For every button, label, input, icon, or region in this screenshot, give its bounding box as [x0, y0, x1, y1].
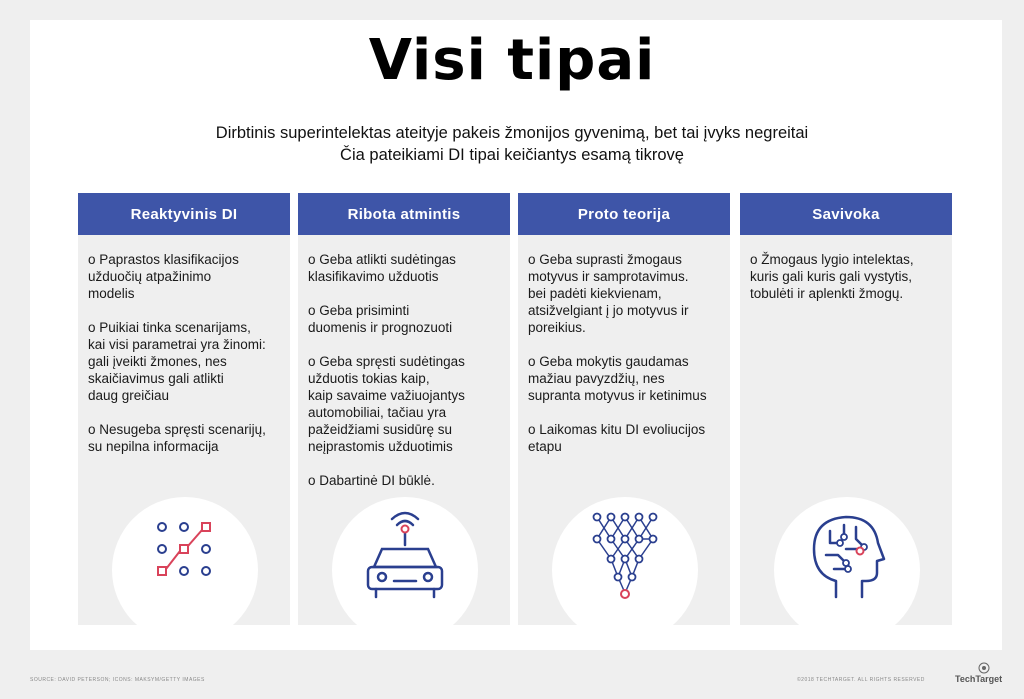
list-item: o Geba mokytis gaudamas mažiau pavyzdžių, nes supranta motyvus ir ketinimus — [528, 354, 707, 403]
column-theory-of-mind — [518, 193, 730, 625]
list-item: o Žmogaus lygio intelektas, kuris gali kuris gali vystytis, tobulėti ir aplenkti žmogų. — [750, 252, 914, 301]
icon-circle — [552, 497, 698, 643]
column-header: Reaktyvinis DI — [78, 193, 290, 235]
neural-network-icon — [552, 497, 698, 643]
subtitle-line-1: Dirbtinis superintelektas ateityje pakeis žmonijos gyvenimą, bet tai įvyks negreitai — [215, 124, 809, 142]
list-item: o Dabartinė DI būklė. — [308, 473, 435, 488]
column-self-awareness — [740, 193, 952, 625]
column-body — [78, 235, 290, 455]
list-item: o Nesugeba spręsti scenarijų, su nepilna informacija — [88, 422, 266, 454]
techtarget-logo-icon — [978, 662, 990, 674]
copyright-notice: ©2018 TECHTARGET. ALL RIGHTS RESERVED — [797, 677, 925, 683]
icon-circle — [774, 497, 920, 643]
list-item: o Puikiai tinka scenarijams, kai visi parametrai yra žinomi: gali įveikti žmones, nes skaičiavimus gali atlikti daug greičiau — [88, 320, 266, 403]
source-credit: SOURCE: DAVID PETERSON; ICONS: MAKSYM/GETTY IMAGES — [30, 677, 205, 683]
pattern-grid-icon — [112, 497, 258, 643]
list-item: o Geba atlikti sudėtingas klasifikavimo užduotis — [308, 252, 456, 284]
ai-head-icon — [774, 497, 920, 643]
subtitle-line-2: Čia pateikiami DI tipai keičiantys esamą tikrovę — [340, 146, 684, 164]
list-item: o Geba suprasti žmogaus motyvus ir samprotavimus. bei padėti kiekvienam, atsižvelgiant į jo motyvus ir poreikius. — [528, 252, 689, 335]
connected-car-icon — [332, 497, 478, 643]
list-item: o Geba prisiminti duomenis ir prognozuoti — [308, 303, 453, 335]
column-body — [740, 235, 952, 302]
column-header: Ribota atmintis — [298, 193, 510, 235]
column-body — [298, 235, 510, 489]
page-title: Visi tipai — [368, 28, 656, 93]
column-body — [518, 235, 730, 455]
column-header: Savivoka — [740, 193, 952, 235]
list-item: o Geba spręsti sudėtingas užduotis tokias kaip, kaip savaime važiuojantys automobiliai, tačiau yra pažeidžiami susidūrę su neįprastomis užduotimis — [308, 354, 465, 454]
column-header: Proto teorija — [518, 193, 730, 235]
icon-circle — [112, 497, 258, 643]
icon-circle — [332, 497, 478, 643]
list-item: o Paprastos klasifikacijos užduočių atpažinimo modelis — [88, 252, 239, 301]
column-reactive-ai — [78, 193, 290, 625]
brand-name: TechTarget — [955, 674, 1003, 684]
list-item: o Laikomas kitu DI evoliucijos etapu — [528, 422, 706, 454]
column-limited-memory — [298, 193, 510, 625]
